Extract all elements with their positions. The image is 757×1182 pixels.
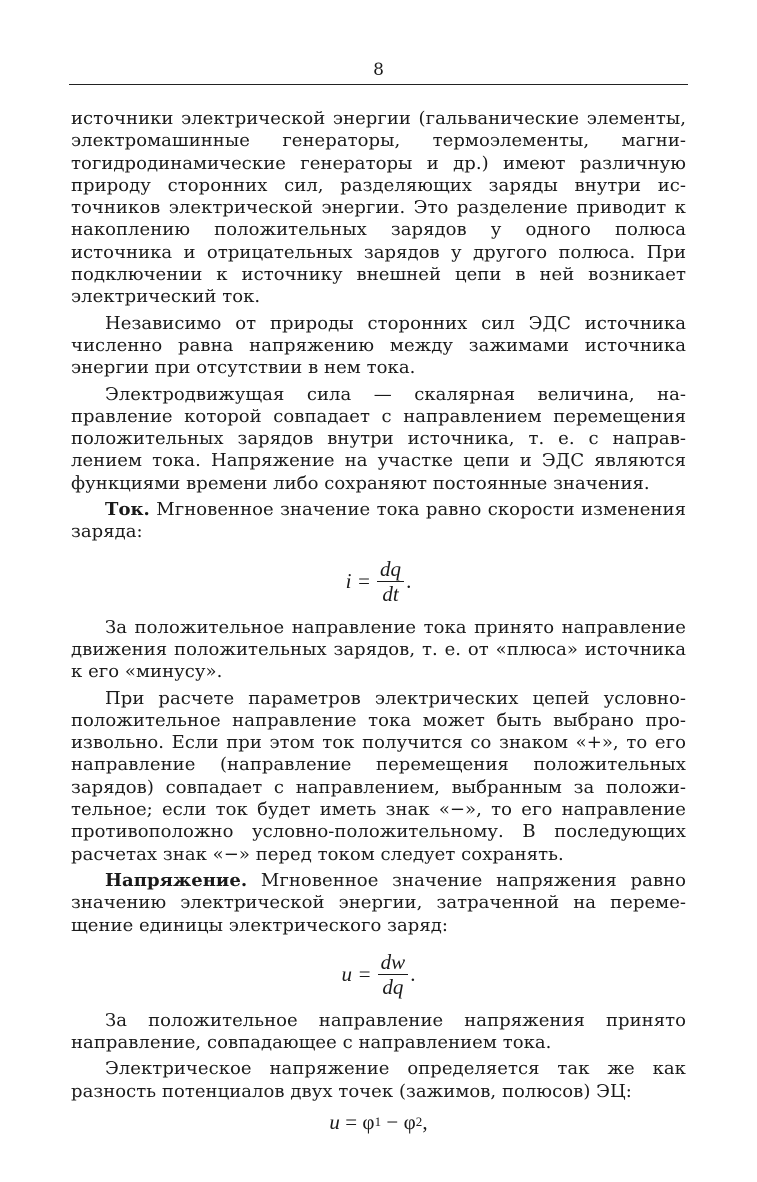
fraction [378, 951, 409, 998]
fraction-denominator: dt [382, 581, 399, 606]
formula-voltage [71, 951, 686, 998]
paragraph-voltage [71, 870, 686, 937]
fraction-numerator: dq [377, 558, 404, 582]
formula-punct: . [410, 962, 416, 987]
subscript: 1 [374, 1113, 382, 1129]
paragraph: Электродвижущая сила — скалярная величина, направление которой совпадает с направлением перемещения положительных зарядов внутри источника, т. е. с направлением тока. Напряжение на участке цепи и ЭДС являются функциями времени либо сохраняют постоянные значения. [71, 383, 686, 494]
paragraph-text: Мгновенное значение напряжения равно значению электрической энергии, затраченной на перемещение единицы электрического заряд: [71, 869, 686, 936]
subscript: 2 [415, 1113, 423, 1129]
paragraph: За положительное направление напряжения принято направление, совпадающее с направлением тока. [71, 1009, 686, 1054]
formula-potential [71, 1111, 686, 1133]
paragraph: Независимо от природы сторонних сил ЭДС источника численно равна напряжению между зажимами источника энергии при отсутствии в нем тока. [71, 312, 686, 379]
formula-lhs: i = [345, 568, 371, 593]
page-number: 8 [373, 60, 384, 80]
paragraph: источники электрической энергии (гальванические элементы, электромашинные генераторы, термоэлементы, магнитогидродинамические генераторы и др.) имеют различную природу сторонних сил, разделяющих заряды внутри источников электрической энергии. Это разделение приводит к накоплению положительных зарядов у одного полюса источника и отрицательных зарядов у другого полюса. При подключении к источнику внешней цепи в ней возникает электрический ток. [71, 108, 686, 308]
term-voltage: Напряжение. [105, 869, 248, 891]
phi-symbol: φ [362, 1109, 375, 1134]
paragraph: За положительное направление тока принято направление движения положительных зарядов, т. е. от «плюса» источника к его «минусу». [71, 616, 686, 683]
formula-minus: − [381, 1109, 404, 1134]
formula-lhs: u = [341, 962, 372, 987]
formula-punct: , [422, 1109, 428, 1134]
paragraph-text: Мгновенное значение тока равно скорости изменения заряда: [71, 499, 686, 543]
fraction-numerator: dw [378, 951, 409, 975]
header-rule [69, 84, 688, 85]
paragraph-current [71, 499, 686, 544]
formula-punct: . [406, 568, 412, 593]
paragraph: При расчете параметров электрических цепей условно-положительное направление тока может быть выбрано произвольно. Если при этом ток получится со знаком «+», то его направление (направление перемещения положительных зарядов) совпадает с направлением, выбранным за положительное; если ток будет иметь знак «−», то его направление противоположно условно-положительному. В последующих расчетах знак «−» перед током следует сохранять. [71, 687, 686, 865]
fraction [377, 558, 404, 605]
text-body [71, 108, 686, 1133]
term-current: Ток. [105, 499, 150, 521]
formula-current [71, 558, 686, 605]
fraction-denominator: dq [382, 974, 404, 999]
phi-symbol: φ [403, 1109, 416, 1134]
paragraph: Электрическое напряжение определяется так же как разность потенциалов двух точек (зажимов, полюсов) ЭЦ: [71, 1058, 686, 1102]
formula-lhs: u [329, 1109, 340, 1134]
formula-equals: = [339, 1109, 363, 1134]
